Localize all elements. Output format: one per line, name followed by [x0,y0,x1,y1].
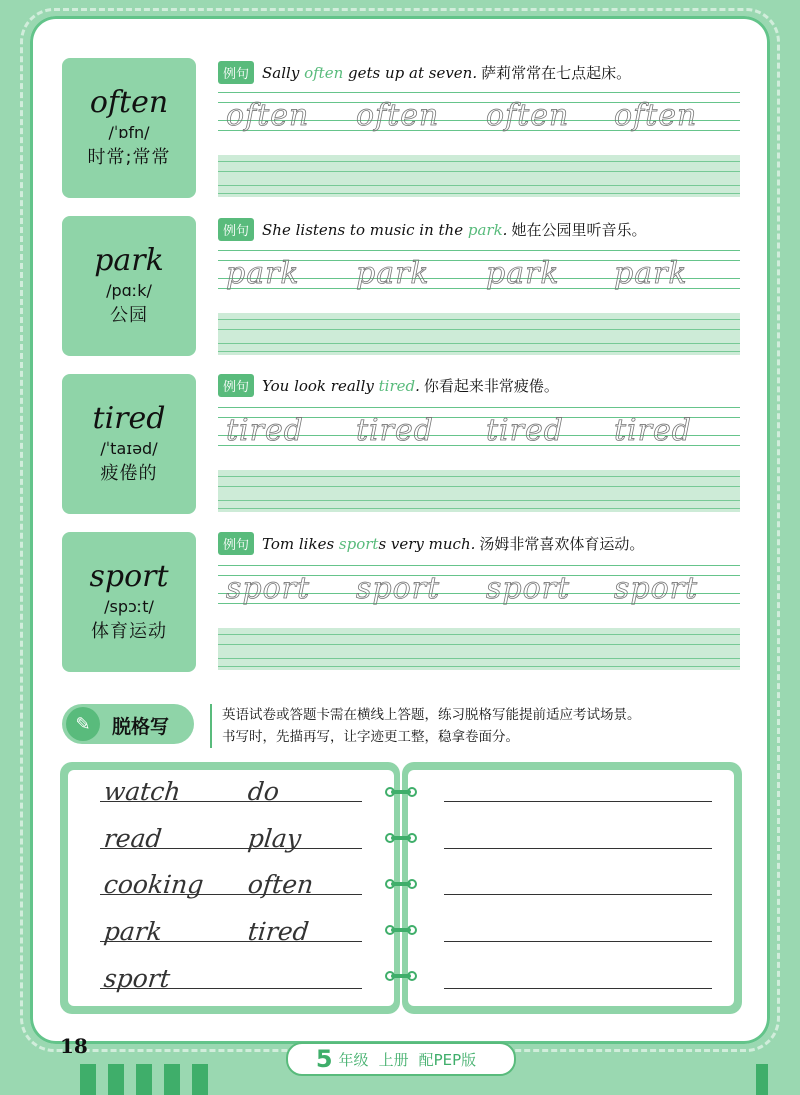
practice-word: watch [102,777,182,806]
page-number: 18 [60,1034,88,1058]
writing-line[interactable] [444,941,712,942]
example-sentence: 例句 You look really tired. 你看起来非常疲倦。 [218,373,559,397]
pencil-note-icon: ✎ [66,707,100,741]
word-card-park [62,216,196,356]
practice-word: play [246,824,303,853]
example-tag: 例句 [218,61,254,84]
grade-label: 5 年级 上册 配PEP版 [286,1042,516,1076]
binding-ring [385,833,417,843]
practice-word: often [246,870,315,899]
word: tired [92,401,166,436]
practice-word: cooking [102,870,205,899]
word-card-tired [62,374,196,514]
example-sentence: 例句 Tom likes sports very much. 汤姆非常喜欢体育运动。 [218,531,644,555]
section-note: 英语试卷或答题卡需在横线上答题，练习脱格写能提前适应考试场景。 书写时，先描再写，让字迹更工整，稳拿卷面分。 [210,704,762,748]
meaning: 时常;常常 [87,147,171,168]
trace-lines: often often often often [218,92,740,138]
writing-line[interactable] [444,988,712,989]
meaning: 疲倦的 [100,463,158,484]
practice-band[interactable] [218,313,740,355]
binding-ring [385,971,417,981]
practice-word: do [246,777,281,806]
binding-ring [385,925,417,935]
practice-word: park [102,917,164,946]
word: often [89,85,169,120]
binding-ring [385,787,417,797]
word: park [94,243,164,278]
trace-lines: tired tired tired tired [218,407,740,453]
example-tag: 例句 [218,532,254,555]
practice-word: read [102,824,164,853]
meaning: 体育运动 [91,621,167,642]
example-sentence: 例句 She listens to music in the park. 她在公园里听音乐。 [218,217,646,241]
writing-line[interactable] [444,801,712,802]
practice-word: sport [102,964,172,993]
example-tag: 例句 [218,218,254,241]
phonetic: /pɑːk/ [106,281,152,300]
binding-ring [385,879,417,889]
section-title: 脱格写 [112,716,170,738]
practice-band[interactable] [218,155,740,197]
word: sport [89,559,169,594]
phonetic: /ˈtaɪəd/ [100,439,158,458]
phonetic: /spɔːt/ [104,597,154,616]
practice-word: tired [246,917,311,946]
meaning: 公园 [110,305,148,326]
example-tag: 例句 [218,374,254,397]
word-card-often [62,58,196,198]
phonetic: /ˈɒfn/ [108,123,150,142]
trace-lines: park park park park [218,250,740,296]
word-card-sport [62,532,196,672]
practice-band[interactable] [218,628,740,670]
example-sentence: 例句 Sally often gets up at seven. 萨莉常常在七点起床。 [218,60,631,84]
trace-lines: sport sport sport sport [218,565,740,611]
writing-line[interactable] [444,894,712,895]
writing-line[interactable] [444,848,712,849]
practice-band[interactable] [218,470,740,512]
